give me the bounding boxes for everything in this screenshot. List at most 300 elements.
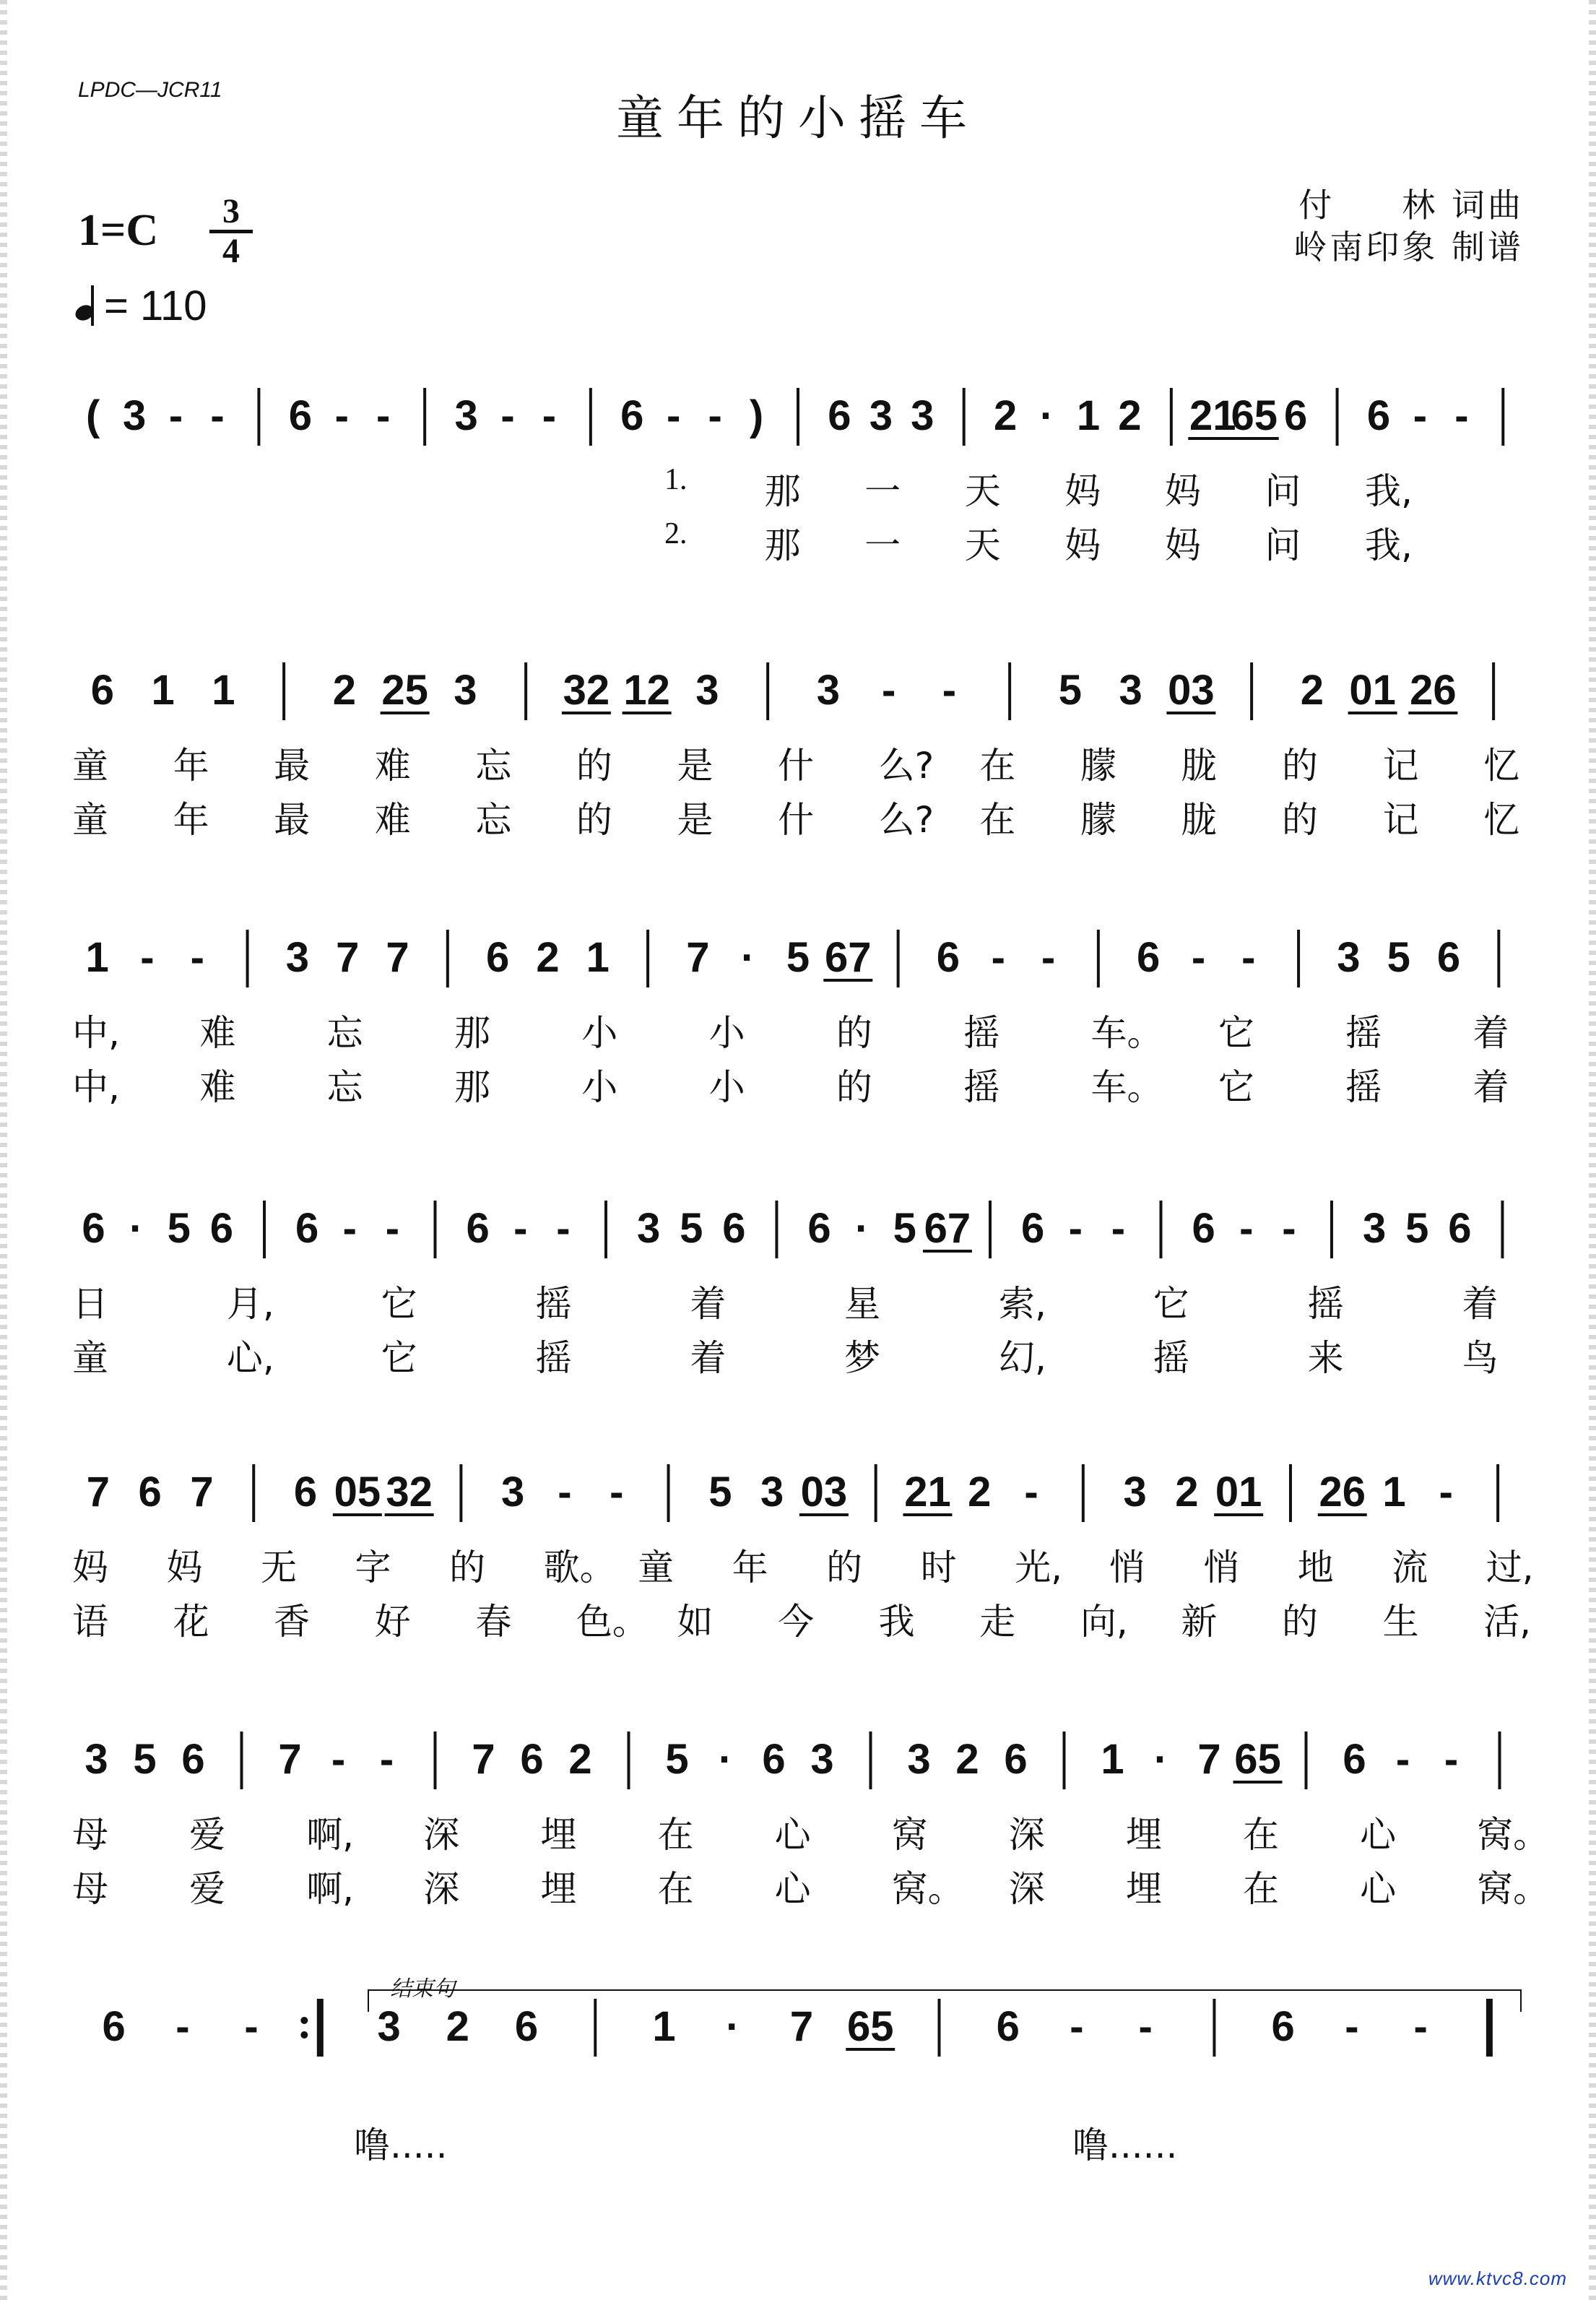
note: ·: [741, 934, 755, 981]
note: 3: [454, 667, 477, 714]
note: 6: [1343, 1736, 1366, 1783]
dash-extension: -: [558, 1469, 572, 1516]
note: 6: [295, 1205, 319, 1252]
note: 6: [181, 1736, 205, 1783]
lyric-verse2: 梦: [844, 1337, 881, 1379]
lyric-verse2: 深: [1008, 1868, 1045, 1910]
lyric-verse2: 心: [1360, 1868, 1397, 1910]
note: ·: [855, 1205, 869, 1252]
lyric-verse1: 歌。: [543, 1547, 616, 1588]
lyric-verse1: 在: [657, 1814, 694, 1856]
note: 6: [762, 1736, 786, 1783]
dash-extension: -: [708, 392, 722, 439]
note: 5: [1387, 934, 1410, 981]
system-5: [0, 1438, 1596, 1643]
dash-extension: -: [991, 934, 1005, 981]
note: 5: [1405, 1205, 1429, 1252]
lyric-verse2: 着: [1473, 1066, 1509, 1108]
note: 2: [568, 1736, 592, 1783]
lyric-verse2: 香: [274, 1601, 311, 1643]
note: 65: [846, 2003, 894, 2050]
lyric-verse2: 我: [878, 1601, 915, 1643]
lyric-verse1: 着: [1462, 1283, 1499, 1325]
lyric-verse2: 鸟: [1462, 1337, 1499, 1379]
score-code: LPDC—JCR11: [78, 78, 222, 102]
lyric-verse1: 妈: [1164, 470, 1201, 512]
dash-extension: -: [1413, 2003, 1428, 2050]
lyric-verse2: 幻,: [998, 1337, 1046, 1379]
lyric-verse2: 忆: [1483, 799, 1520, 841]
lyric-verse2: 心,: [226, 1337, 274, 1379]
time-top: 3: [222, 192, 240, 230]
note: 3: [816, 667, 841, 714]
repeat-dot: [300, 2031, 308, 2039]
lyric-verse2: 生: [1382, 1601, 1419, 1643]
note: 7: [86, 1469, 110, 1516]
paren: ): [749, 392, 764, 439]
lyric-verse1: 噜......: [1072, 2124, 1178, 2166]
lyric-verse1: 它: [381, 1283, 417, 1325]
lyric-verse2: 什: [778, 799, 815, 841]
note: ·: [718, 1736, 733, 1783]
lyric-verse1: 忘: [326, 1012, 363, 1054]
lyric-verse1: 悄: [1109, 1547, 1145, 1588]
dash-extension: -: [1070, 2003, 1084, 2050]
lyric-verse1: 妈: [72, 1547, 108, 1588]
lyric-verse2: 我,: [1365, 524, 1413, 566]
lyric-verse2: 中,: [72, 1066, 120, 1108]
note: 21: [1189, 392, 1236, 439]
lyric-verse2: 摇: [963, 1066, 1000, 1108]
dash-extension: -: [500, 392, 515, 439]
dash-extension: -: [1282, 1205, 1296, 1252]
note: 6: [1137, 934, 1161, 981]
note: 3: [454, 392, 478, 439]
note: ·: [129, 1205, 144, 1252]
note: 5: [893, 1205, 916, 1252]
lyric-verse2: 语: [72, 1601, 108, 1643]
lyric-verse1: 的: [826, 1547, 863, 1588]
lyric-verse1: 难: [199, 1012, 236, 1054]
lyricist-composer: 付 林 词曲: [1298, 186, 1524, 225]
note: 2: [1175, 1469, 1199, 1516]
note: 21: [904, 1469, 951, 1516]
system-3: [0, 903, 1596, 1108]
dash-extension: -: [1068, 1205, 1083, 1252]
dash-extension: -: [1239, 1205, 1254, 1252]
note: 3: [911, 392, 934, 439]
lyric-verse2: 妈: [1064, 524, 1101, 566]
lyric-verse1: 的: [1282, 745, 1318, 787]
note: 01: [1349, 667, 1396, 714]
note: 6: [520, 1736, 544, 1783]
lyric-verse1: 那: [764, 470, 801, 512]
note: 5: [708, 1469, 732, 1516]
note: ·: [1039, 392, 1054, 439]
lyric-verse2: 忘: [326, 1066, 363, 1108]
note: 6: [466, 1205, 490, 1252]
system-4: [0, 1174, 1596, 1379]
note: ·: [726, 2003, 740, 2050]
lyric-verse2: 朦: [1080, 799, 1116, 841]
lyric-verse2: 走: [979, 1601, 1016, 1643]
lyric-verse2: 忘: [475, 799, 512, 841]
note: 1: [212, 667, 235, 714]
lyric-verse2: 它: [381, 1337, 417, 1379]
note: 01: [1215, 1469, 1262, 1516]
dash-extension: -: [1413, 392, 1428, 439]
note: 3: [869, 392, 893, 439]
dash-extension: -: [542, 392, 557, 439]
lyric-verse1: 月,: [226, 1283, 274, 1325]
dash-extension: -: [1395, 1736, 1410, 1783]
lyric-verse2: 那: [764, 524, 801, 566]
lyric-verse1: 摇: [963, 1012, 1000, 1054]
note: 6: [1192, 1205, 1215, 1252]
lyric-verse1: 问: [1265, 470, 1301, 512]
lyric-verse1: 啊,: [306, 1814, 355, 1856]
lyric-verse1: 母: [72, 1814, 108, 1856]
note: 3: [285, 934, 310, 981]
dash-extension: -: [1345, 2003, 1359, 2050]
note: 6: [1284, 392, 1308, 439]
lyric-verse2: 心: [774, 1868, 811, 1910]
lyric-verse1: 摇: [1345, 1012, 1382, 1054]
note: 2: [994, 392, 1018, 439]
note: 6: [1271, 2003, 1295, 2050]
lyric-verse1: 胧: [1181, 745, 1218, 787]
lyric-verse1: 的: [836, 1012, 872, 1054]
dash-extension: -: [942, 667, 957, 714]
lyric-verse1: 么?: [878, 745, 934, 787]
note: 12: [623, 667, 670, 714]
note: 7: [278, 1736, 302, 1783]
lyric-verse1: 一: [864, 470, 901, 512]
dash-extension: -: [140, 934, 155, 981]
note: 3: [501, 1469, 525, 1516]
lyric-verse2: 今: [778, 1601, 815, 1643]
engraver: 岭南印象 制谱: [1293, 228, 1524, 267]
lyric-verse2: 窝。: [891, 1868, 964, 1910]
note: 6: [90, 667, 115, 714]
system-7: [0, 1972, 1596, 2166]
note: 3: [1337, 934, 1361, 981]
note: 6: [620, 392, 644, 439]
lyric-verse2: 春: [475, 1601, 512, 1643]
outro-label: 结束句: [390, 1977, 455, 2001]
lyric-verse2: 来: [1307, 1337, 1344, 1379]
dash-extension: -: [376, 392, 391, 439]
tempo-marking: [75, 282, 207, 330]
note: 5: [167, 1205, 191, 1252]
note: 2: [1300, 667, 1324, 714]
lyric-verse2: 小: [708, 1066, 745, 1108]
note: 6: [1436, 934, 1461, 981]
note: 6: [722, 1205, 746, 1252]
lyric-verse1: 中,: [72, 1012, 120, 1054]
lyric-verse2: 一: [864, 524, 901, 566]
note: 3: [377, 2003, 401, 2050]
lyric-verse1: 妈: [1064, 470, 1101, 512]
dash-extension: -: [556, 1205, 571, 1252]
note: 26: [1319, 1469, 1366, 1516]
dash-extension: -: [513, 1205, 528, 1252]
note: 32: [386, 1469, 433, 1516]
lyric-verse1: 悄: [1203, 1547, 1240, 1588]
note: 25: [381, 667, 428, 714]
note: 2: [968, 1469, 992, 1516]
note: 6: [138, 1469, 162, 1516]
dash-extension: -: [210, 392, 225, 439]
lyric-verse2: 埋: [540, 1868, 577, 1910]
lyric-verse2: 埋: [1125, 1868, 1162, 1910]
lyric-verse1: 埋: [1125, 1814, 1162, 1856]
lyric-verse1: 在: [1242, 1814, 1279, 1856]
lyric-verse2: 童: [72, 799, 108, 841]
lyric-verse1: 它: [1153, 1283, 1189, 1325]
right-perforation: [1589, 0, 1596, 2300]
lyric-verse2: 2.: [664, 517, 688, 550]
lyric-verse1: 字: [355, 1547, 391, 1588]
lyric-verse2: 好: [374, 1601, 411, 1643]
lyric-verse1: 朦: [1080, 745, 1116, 787]
lyric-verse1: 无: [261, 1547, 298, 1588]
system-2: [0, 636, 1596, 841]
lyric-verse2: 那: [454, 1066, 490, 1108]
note: 6: [486, 934, 510, 981]
note: 3: [760, 1469, 784, 1516]
lyric-verse1: 噜.....: [354, 2124, 448, 2166]
lyric-verse1: 深: [1008, 1814, 1045, 1856]
lyric-verse2: 向,: [1080, 1601, 1128, 1643]
note: 6: [1021, 1205, 1045, 1252]
note: 7: [190, 1469, 214, 1516]
lyric-verse1: 忆: [1483, 745, 1520, 787]
dash-extension: -: [244, 2003, 259, 2050]
note: 5: [680, 1205, 703, 1252]
note: 6: [1004, 1736, 1028, 1783]
dash-extension: -: [1241, 934, 1256, 981]
repeat-dot: [300, 2017, 308, 2024]
note: 65: [1231, 392, 1278, 439]
lyric-verse1: 小: [708, 1012, 745, 1054]
lyric-verse1: 什: [778, 745, 815, 787]
lyric-verse2: 新: [1181, 1601, 1218, 1643]
lyric-verse1: 记: [1382, 745, 1419, 787]
lyric-verse2: 色。: [576, 1601, 649, 1643]
note: 3: [810, 1736, 834, 1783]
note: 6: [1448, 1205, 1472, 1252]
watermark: www.ktvc8.com: [1428, 2267, 1567, 2289]
lyric-verse2: 胧: [1181, 799, 1218, 841]
lyric-verse2: 活,: [1483, 1601, 1532, 1643]
note: 6: [996, 2003, 1020, 2050]
note: 7: [386, 934, 409, 981]
lyric-verse1: 摇: [535, 1283, 572, 1325]
lyric-verse2: 的: [1282, 1601, 1318, 1643]
lyric-verse1: 年: [732, 1547, 768, 1588]
note: 2: [332, 667, 357, 714]
note: 3: [1362, 1205, 1387, 1252]
lyric-verse1: 在: [979, 745, 1016, 787]
lyric-verse2: 它: [1218, 1066, 1254, 1108]
time-bottom: 4: [222, 232, 240, 270]
lyric-verse2: 爱: [189, 1868, 226, 1910]
note: 6: [209, 1205, 234, 1252]
dash-extension: -: [667, 392, 681, 439]
note: 1: [652, 2003, 676, 2050]
lyric-verse2: 车。: [1090, 1066, 1163, 1108]
lyric-verse2: 难: [199, 1066, 236, 1108]
lyric-verse1: 日: [72, 1283, 108, 1325]
dash-extension: -: [379, 1736, 394, 1783]
lyric-verse1: 难: [374, 745, 411, 787]
lyric-verse1: 着: [1473, 1012, 1509, 1054]
lyric-verse2: 小: [581, 1066, 618, 1108]
lyric-verse1: 是: [677, 745, 714, 787]
dash-extension: -: [1041, 934, 1056, 981]
note: 3: [695, 667, 719, 714]
lyric-verse1: 小: [581, 1012, 618, 1054]
note: 7: [789, 2003, 814, 2050]
note: 1: [1076, 392, 1101, 439]
lyric-verse1: 流: [1392, 1547, 1428, 1588]
lyric-verse2: 童: [72, 1337, 108, 1379]
note: 5: [665, 1736, 689, 1783]
dash-extension: -: [331, 1736, 346, 1783]
paren: (: [86, 392, 100, 439]
note: 5: [133, 1736, 157, 1783]
dash-extension: -: [1439, 1469, 1453, 1516]
lyric-verse2: 母: [72, 1868, 108, 1910]
lyric-verse1: 妈: [166, 1547, 203, 1588]
dash-extension: -: [1111, 1205, 1126, 1252]
lyric-verse2: 在: [1242, 1868, 1279, 1910]
dash-extension: -: [1444, 1736, 1459, 1783]
note: 3: [123, 392, 147, 439]
lyric-verse1: 那: [454, 1012, 490, 1054]
lyric-verse1: 时: [920, 1547, 957, 1588]
lyric-verse1: 着: [690, 1283, 727, 1325]
lyric-verse2: 啊,: [306, 1868, 355, 1910]
notation-line: [0, 1972, 1596, 2160]
lyric-verse2: 着: [690, 1337, 727, 1379]
lyric-verse1: 埋: [540, 1814, 577, 1856]
lyric-verse2: 花: [173, 1601, 209, 1643]
note: 5: [786, 934, 810, 981]
note: 2: [955, 1736, 979, 1783]
dash-extension: -: [1138, 2003, 1153, 2050]
lyric-verse2: 是: [677, 799, 714, 841]
lyric-verse2: 窝。: [1477, 1868, 1550, 1910]
lyric-verse2: 难: [374, 799, 411, 841]
lyric-verse1: 童: [638, 1547, 675, 1588]
lyric-verse1: 的: [576, 745, 612, 787]
note: 65: [1234, 1736, 1281, 1783]
note: 6: [82, 1205, 105, 1252]
note: 2: [446, 2003, 469, 2050]
dash-extension: -: [1454, 392, 1469, 439]
dash-extension: -: [1191, 934, 1206, 981]
lyric-verse2: 问: [1265, 524, 1301, 566]
lyric-verse2: 深: [423, 1868, 460, 1910]
lyric-verse1: 最: [274, 745, 311, 787]
system-6: [0, 1705, 1596, 1910]
note: 1: [1382, 1469, 1406, 1516]
lyric-verse2: 摇: [1153, 1337, 1189, 1379]
lyric-verse1: 童: [72, 745, 108, 787]
lyric-verse1: 的: [449, 1547, 486, 1588]
lyric-verse2: 最: [274, 799, 311, 841]
left-perforation: [0, 0, 7, 2300]
lyric-verse1: 光,: [1015, 1547, 1063, 1588]
lyric-verse1: 心: [774, 1814, 811, 1856]
note: 67: [924, 1205, 971, 1252]
key-signature: 1=C: [78, 206, 159, 255]
lyric-verse2: 在: [657, 1868, 694, 1910]
lyric-verse1: 摇: [1307, 1283, 1344, 1325]
lyric-verse1: 车。: [1090, 1012, 1163, 1054]
lyric-verse2: 的: [836, 1066, 872, 1108]
lyric-verse2: 年: [173, 799, 209, 841]
note: 3: [84, 1736, 108, 1783]
note: ·: [1153, 1736, 1168, 1783]
note: 6: [936, 934, 960, 981]
note: 1: [151, 667, 175, 714]
lyric-verse1: 窝: [891, 1814, 928, 1856]
note: 2: [1118, 392, 1142, 439]
lyric-verse1: 1.: [664, 463, 688, 496]
note: 7: [1197, 1736, 1221, 1783]
lyric-verse1: 星: [844, 1283, 881, 1325]
song-title: 童年的小摇车: [616, 90, 980, 146]
note: 1: [586, 934, 610, 981]
lyric-verse2: 如: [677, 1601, 714, 1643]
note: 3: [636, 1205, 661, 1252]
note: 2: [536, 934, 560, 981]
note: 03: [1168, 667, 1215, 714]
note: 1: [85, 934, 109, 981]
note: 6: [514, 2003, 539, 2050]
note: 3: [907, 1736, 931, 1783]
note: 6: [102, 2003, 126, 2050]
lyric-verse2: 摇: [1345, 1066, 1382, 1108]
note: 32: [563, 667, 610, 714]
lyric-verse1: 过,: [1486, 1547, 1534, 1588]
lyric-verse2: 的: [1282, 799, 1318, 841]
dash-extension: -: [334, 392, 349, 439]
note: 7: [686, 934, 710, 981]
note: 3: [1119, 667, 1142, 714]
note: 6: [828, 392, 851, 439]
lyric-verse2: 摇: [535, 1337, 572, 1379]
lyric-verse1: 地: [1297, 1547, 1334, 1588]
lyric-verse2: 在: [979, 799, 1016, 841]
lyric-verse1: 心: [1360, 1814, 1397, 1856]
system-1: [0, 361, 1596, 566]
note: 67: [825, 934, 872, 981]
note: 05: [334, 1469, 381, 1516]
note: 26: [1410, 667, 1457, 714]
lyric-verse1: 窝。: [1477, 1814, 1550, 1856]
lyric-verse2: 妈: [1164, 524, 1201, 566]
lyric-verse1: 深: [423, 1814, 460, 1856]
note: 6: [1366, 392, 1391, 439]
note: 1: [1101, 1736, 1124, 1783]
note: 7: [336, 934, 360, 981]
dash-extension: -: [190, 934, 204, 981]
note: 7: [472, 1736, 495, 1783]
